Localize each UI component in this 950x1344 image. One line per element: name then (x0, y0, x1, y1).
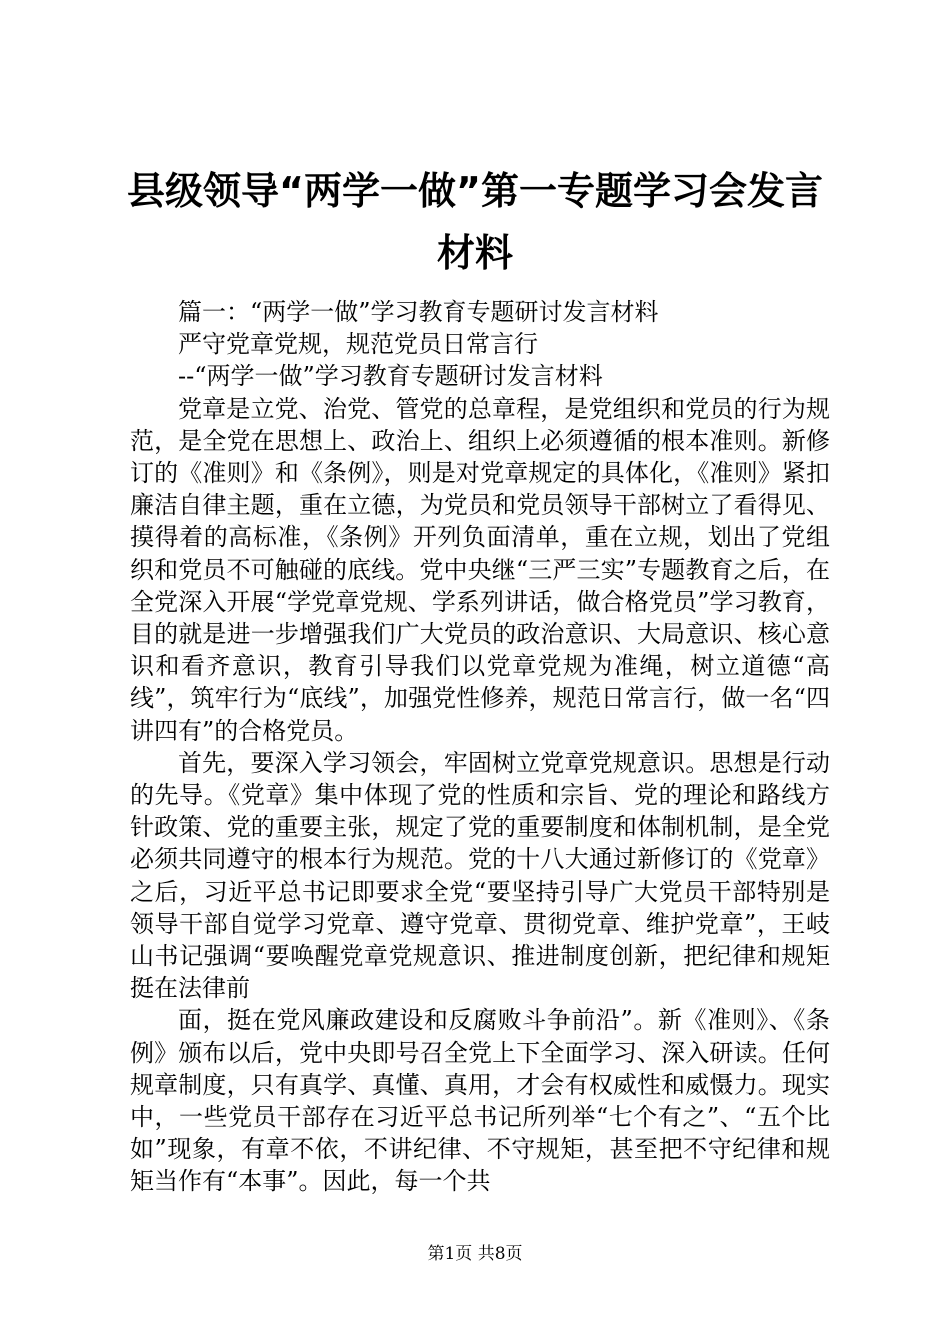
document-title: 县级领导“两学一做”第一专题学习会发言材料 (127, 169, 823, 275)
page-number-footer: 第1页 共8页 (427, 1244, 523, 1264)
body-paragraph: 首先，要深入学习领会，牢固树立党章党规意识。思想是行动的先导。《党章》集中体现了党的性质和宗旨、党的理论和路线方针政策、党的重要主张，规定了党的重要制度和体制机制，是全党必须共同遵守的根本行为规范。党的十八大通过新修订的《党章》之后，习近平总书记即要求全党“要坚持引导广大党员干部特别是领导干部自觉学习党章、遵守党章、贯彻党章、维护党章”，王岐山书记强调“要唤醒党章党规意识、推进制度创新，把纪律和规矩挺在法律前 (130, 748, 830, 1003)
document-body (130, 296, 830, 1198)
section-heading: 篇一：“两学一做”学习教育专题研讨发言材料 (178, 298, 659, 326)
body-paragraph: 党章是立党、治党、管党的总章程，是党组织和党员的行为规范，是全党在思想上、政治上、组织上必须遵循的根本准则。新修订的《准则》和《条例》，则是对党章规定的具体化，《准则》紧扣廉洁自律主题，重在立德，为党员和党员领导干部树立了看得见、摸得着的高标准，《条例》开列负面清单，重在立规，划出了党组织和党员不可触碰的底线。党中央继“三严三实”专题教育之后，在全党深入开展“学党章党规、学系列讲话，做合格党员”学习教育，目的就是进一步增强我们广大党员的政治意识、大局意识、核心意识和看齐意识，教育引导我们以党章党规为准绳，树立道德“高线”，筑牢行为“底线”，加强党性修养，规范日常言行，做一名“四讲四有”的合格党员。 (130, 394, 830, 745)
body-paragraph: 面，挺在党风廉政建设和反腐败斗争前沿”。新《准则》、《条例》颁布以后，党中央即号召全党上下全面学习、深入研读。任何规章制度，只有真学、真懂、真用，才会有权威性和威慑力。现实中，一些党员干部存在习近平总书记所列举“七个有之”、“五个比如”现象，有章不依，不讲纪律、不守规矩，甚至把不守纪律和规矩当作有“本事”。因此，每一个共 (130, 1006, 830, 1196)
article-title: 严守党章党规，规范党员日常言行 (178, 330, 538, 359)
article-subtitle: --“两学一做”学习教育专题研讨发言材料 (178, 362, 603, 391)
